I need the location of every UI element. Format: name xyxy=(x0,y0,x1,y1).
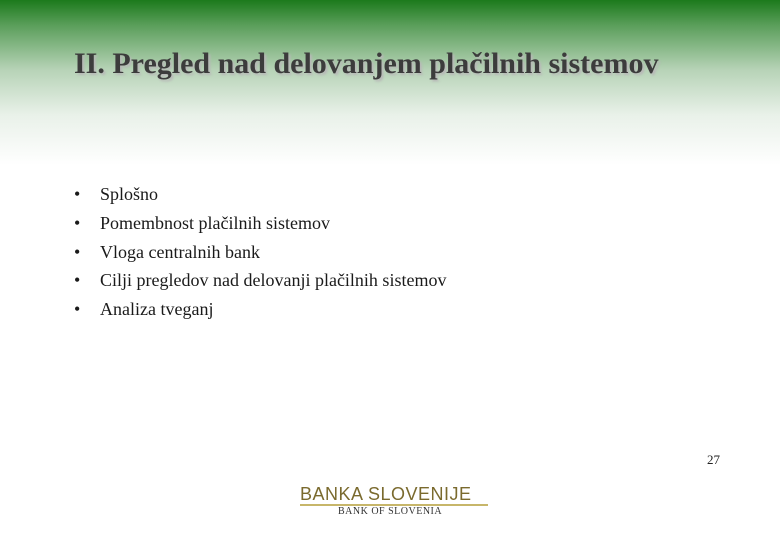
logo-name: BANKA SLOVENIJE xyxy=(300,484,472,504)
list-item xyxy=(74,242,446,271)
list-item xyxy=(74,299,446,328)
bullet-icon: • xyxy=(74,212,81,233)
bullet-icon: • xyxy=(74,270,81,291)
bullet-text: Cilji pregledov nad delovanji plačilnih sistemov xyxy=(100,270,447,291)
logo-subtitle: BANK OF SLOVENIA xyxy=(338,506,443,517)
list-item xyxy=(74,213,446,242)
bullet-text: Vloga centralnih bank xyxy=(100,241,260,262)
bullet-text: Splošno xyxy=(100,184,159,204)
bullet-list xyxy=(74,184,446,328)
list-item xyxy=(74,270,446,299)
bullet-icon: • xyxy=(74,299,81,320)
bank-logo xyxy=(300,484,490,520)
bullet-icon: • xyxy=(74,184,81,204)
slide-title: II. Pregled nad delovanjem plačilnih sistemov xyxy=(74,47,659,80)
list-item xyxy=(74,184,446,213)
bullet-text: Analiza tveganj xyxy=(100,299,214,320)
header-gradient-band xyxy=(0,0,780,170)
bullet-text: Pomembnost plačilnih sistemov xyxy=(100,212,330,233)
page-number: 27 xyxy=(707,452,720,467)
bullet-icon: • xyxy=(74,241,81,262)
